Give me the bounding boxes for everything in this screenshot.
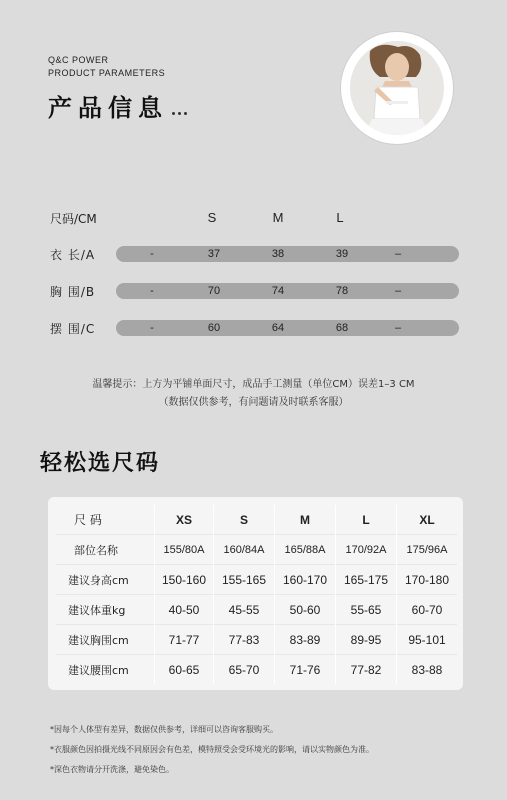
size-row-bar [116,246,459,262]
size-cell: – [394,285,402,297]
size-cell: 39 [335,248,349,260]
size-cell: - [150,248,154,260]
table-cell: 77-83 [214,625,275,655]
size-cell: 37 [207,248,221,260]
table-cell: 170-180 [397,565,458,595]
table-cell: 89-95 [336,625,397,655]
size-guide-title: 轻松选尺码 [40,451,161,476]
table-cell: 60-70 [397,595,458,625]
size-header-s: S [207,210,217,225]
table-row [56,505,457,535]
brand-name: Q&C POWER [48,55,109,65]
table-cell: 83-88 [397,655,458,685]
table-cell: 40-50 [155,595,214,625]
size-row-bar [116,320,459,336]
size-guide-card [48,497,463,690]
table-cell: 175/96A [397,535,458,565]
table-cell: 83-89 [275,625,336,655]
table-cell: 150-160 [155,565,214,595]
table-row-label: 建议身高cm [56,565,155,595]
size-row-label: 胸 围/B [50,285,96,299]
size-header-label: 尺码/CM [50,212,97,226]
table-cell: 155/80A [155,535,214,565]
size-cell: 68 [335,322,349,334]
table-cell: 50-60 [275,595,336,625]
table-cell: 165-175 [336,565,397,595]
table-cell: 71-77 [155,625,214,655]
note-line: *衣服颜色因拍摄光线不同原因会有色差，模特照受会受环境光的影响，请以实物颜色为准。 [50,745,374,754]
size-guide-table [56,505,457,684]
table-cell: 55-65 [336,595,397,625]
table-header-xs: XS [155,505,214,535]
table-row [56,625,457,655]
table-row-label: 建议腰围cm [56,655,155,685]
table-cell: 160-170 [275,565,336,595]
size-cell: – [394,248,402,260]
size-row-length [50,246,459,262]
table-cell: 60-65 [155,655,214,685]
table-header-l: L [336,505,397,535]
size-cell: - [150,322,154,334]
size-cell: 38 [271,248,285,260]
size-cell: 70 [207,285,221,297]
table-header-label: 尺 码 [74,513,102,527]
table-cell: 95-101 [397,625,458,655]
table-header-xl: XL [397,505,458,535]
table-row [56,595,457,625]
product-photo-frame [341,32,453,144]
table-row-label: 建议胸围cm [56,625,155,655]
size-row-label: 衣 长/A [50,248,96,262]
table-row [56,655,457,685]
note-line: *深色衣物请分开洗涤，避免染色。 [50,765,174,774]
table-cell: 65-70 [214,655,275,685]
size-header-m: M [272,210,284,225]
table-cell: 165/88A [275,535,336,565]
table-header-m: M [275,505,336,535]
table-cell: 160/84A [214,535,275,565]
size-row-bar [116,283,459,299]
size-cell: 64 [271,322,285,334]
measurement-tip: 温馨提示：上方为平铺单面尺寸，成品手工测量（单位CM）误差1–3 CM [92,379,415,390]
title-dots-decoration [172,100,190,119]
size-cell: 78 [335,285,349,297]
table-row [56,565,457,595]
size-row-chest [50,283,459,299]
table-row [56,535,457,565]
size-cell: – [394,322,402,334]
size-table-header [50,210,457,226]
table-cell: 77-82 [336,655,397,685]
note-line: *因每个人体型有差异，数据仅供参考，详细可以咨询客服购买。 [50,725,278,734]
size-row-label: 摆 围/C [50,322,96,336]
table-row-label: 部位名称 [56,535,155,565]
table-cell: 45-55 [214,595,275,625]
size-row-hem [50,320,459,336]
table-cell: 71-76 [275,655,336,685]
brand-block [48,54,165,80]
size-header-l: L [336,210,344,225]
table-row-label: 建议体重kg [56,595,155,625]
table-cell: 170/92A [336,535,397,565]
measurement-tip-note: （数据仅供参考，有问题请及时联系客服） [158,397,349,408]
table-cell: 155-165 [214,565,275,595]
table-header-s: S [214,505,275,535]
product-photo [350,41,444,135]
product-info-title: 产品信息 [48,94,168,122]
size-cell: 74 [271,285,285,297]
notes-block [50,720,374,780]
size-cell: 60 [207,322,221,334]
brand-subtitle: PRODUCT PARAMETERS [48,68,166,78]
size-cell: - [150,285,154,297]
